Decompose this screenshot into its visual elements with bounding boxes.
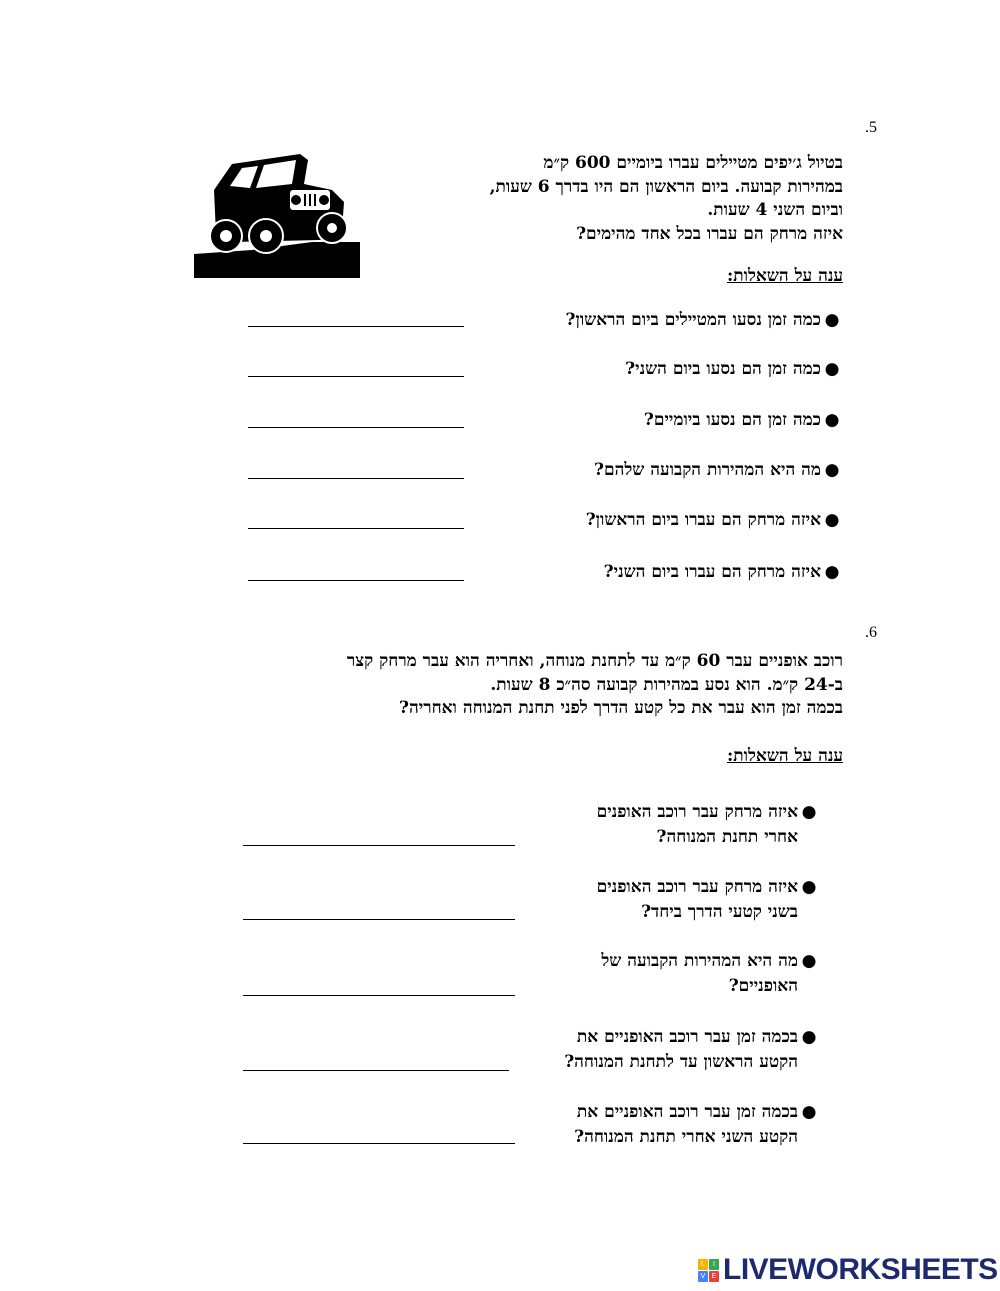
problem-6-text <box>347 650 843 721</box>
bullet-dot: ● <box>824 562 840 582</box>
question-item <box>625 357 843 382</box>
question-item <box>566 308 843 333</box>
question-text: איזה מרחק עבר רוכב האופנים <box>596 802 798 822</box>
question-text: כמה זמן נסעו המטיילים ביום הראשון? <box>565 310 821 330</box>
question-text-cont: הקטע הראשון עד לתחנת המנוחה? <box>564 1052 798 1072</box>
answer-blank[interactable] <box>243 1070 509 1071</box>
question-item <box>594 458 843 483</box>
question-item <box>597 875 820 925</box>
ground-icon <box>194 254 360 278</box>
bullet-dot: ● <box>824 359 840 379</box>
bullet-dot: ● <box>801 951 817 971</box>
question-text: איזה מרחק עבר רוכב האופנים <box>596 877 798 897</box>
question-item <box>601 949 820 999</box>
logo-tile: V <box>698 1271 708 1282</box>
bullet-dot: ● <box>824 510 840 530</box>
question-item <box>644 408 843 433</box>
answer-blank[interactable] <box>248 478 464 479</box>
jeep-icon <box>192 150 362 280</box>
bullet-dot: ● <box>801 802 817 822</box>
question-text: בכמה זמן עבר רוכב האופניים את <box>576 1027 798 1047</box>
question-text: איזה מרחק הם עברו ביום הראשון? <box>585 510 821 530</box>
question-item <box>586 508 843 533</box>
problem-5-text <box>490 152 843 246</box>
question-text: איזה מרחק הם עברו ביום השני? <box>603 562 821 582</box>
problem-5-heading: ענה על השאלות: <box>726 266 843 286</box>
question-text-cont: אחרי תחנת המנוחה? <box>656 827 798 847</box>
question-text: כמה זמן הם נסעו ביום השני? <box>625 359 821 379</box>
logo-tile: E <box>709 1271 719 1282</box>
liveworksheets-logo <box>698 1253 998 1287</box>
bullet-dot: ● <box>801 1027 817 1047</box>
answer-blank[interactable] <box>243 995 515 996</box>
problem-6-line: ב-24 ק״מ. הוא נסע במהירות קבועה סה״כ 8 שעות. <box>490 674 843 695</box>
answer-blank[interactable] <box>248 326 464 327</box>
answer-blank[interactable] <box>248 528 464 529</box>
problem-5-number: .5 <box>865 119 877 136</box>
problem-5-line: במהירות קבועה. ביום הראשון הם היו בדרך 6 שעות, <box>489 176 843 197</box>
answer-blank[interactable] <box>248 580 464 581</box>
question-text-cont: הקטע השני אחרי תחנת המנוחה? <box>574 1127 798 1147</box>
question-item <box>597 800 820 850</box>
question-text: כמה זמן הם נסעו ביומיים? <box>643 410 821 430</box>
question-text: בכמה זמן עבר רוכב האופניים את <box>576 1102 798 1122</box>
logo-tile: L <box>698 1259 708 1270</box>
answer-blank[interactable] <box>248 427 464 428</box>
answer-blank[interactable] <box>248 376 464 377</box>
logo-tiles-icon <box>698 1259 719 1282</box>
bullet-dot: ● <box>801 877 817 897</box>
answer-blank[interactable] <box>243 919 515 920</box>
problem-5-line: איזה מרחק הם עברו בכל אחד מהימים? <box>576 223 843 244</box>
problem-5-line: וביום השני 4 שעות. <box>707 200 843 220</box>
answer-blank[interactable] <box>243 1143 515 1144</box>
question-item <box>564 1025 820 1075</box>
question-item <box>574 1100 820 1150</box>
bullet-dot: ● <box>824 310 840 330</box>
question-item <box>604 560 843 585</box>
question-text: מה היא המהירות הקבועה שלהם? <box>594 460 821 480</box>
bullet-dot: ● <box>824 460 840 480</box>
bullet-dot: ● <box>801 1102 817 1122</box>
problem-6-line: רוכב אופניים עבר 60 ק״מ עד לתחנת מנוחה, ואחריה הוא עבר מרחק קצר <box>346 651 843 671</box>
question-text-cont: בשני קטעי הדרך ביחד? <box>641 902 798 922</box>
question-text: מה היא המהירות הקבועה של <box>601 951 798 971</box>
question-text-cont: האופניים? <box>728 976 798 996</box>
logo-tile: I <box>709 1259 719 1270</box>
logo-text: LIVEWORKSHEETS <box>723 1253 998 1286</box>
problem-6-number: .6 <box>865 624 877 641</box>
problem-5-line: בטיול ג׳יפים מטיילים עברו ביומיים 600 ק״מ <box>543 153 843 173</box>
answer-blank[interactable] <box>243 845 515 846</box>
problem-6-heading: ענה על השאלות: <box>726 746 843 766</box>
problem-6-line: בכמה זמן הוא עבר את כל קטע הדרך לפני תחנת המנוחה ואחריה? <box>399 698 843 718</box>
bullet-dot: ● <box>824 410 840 430</box>
